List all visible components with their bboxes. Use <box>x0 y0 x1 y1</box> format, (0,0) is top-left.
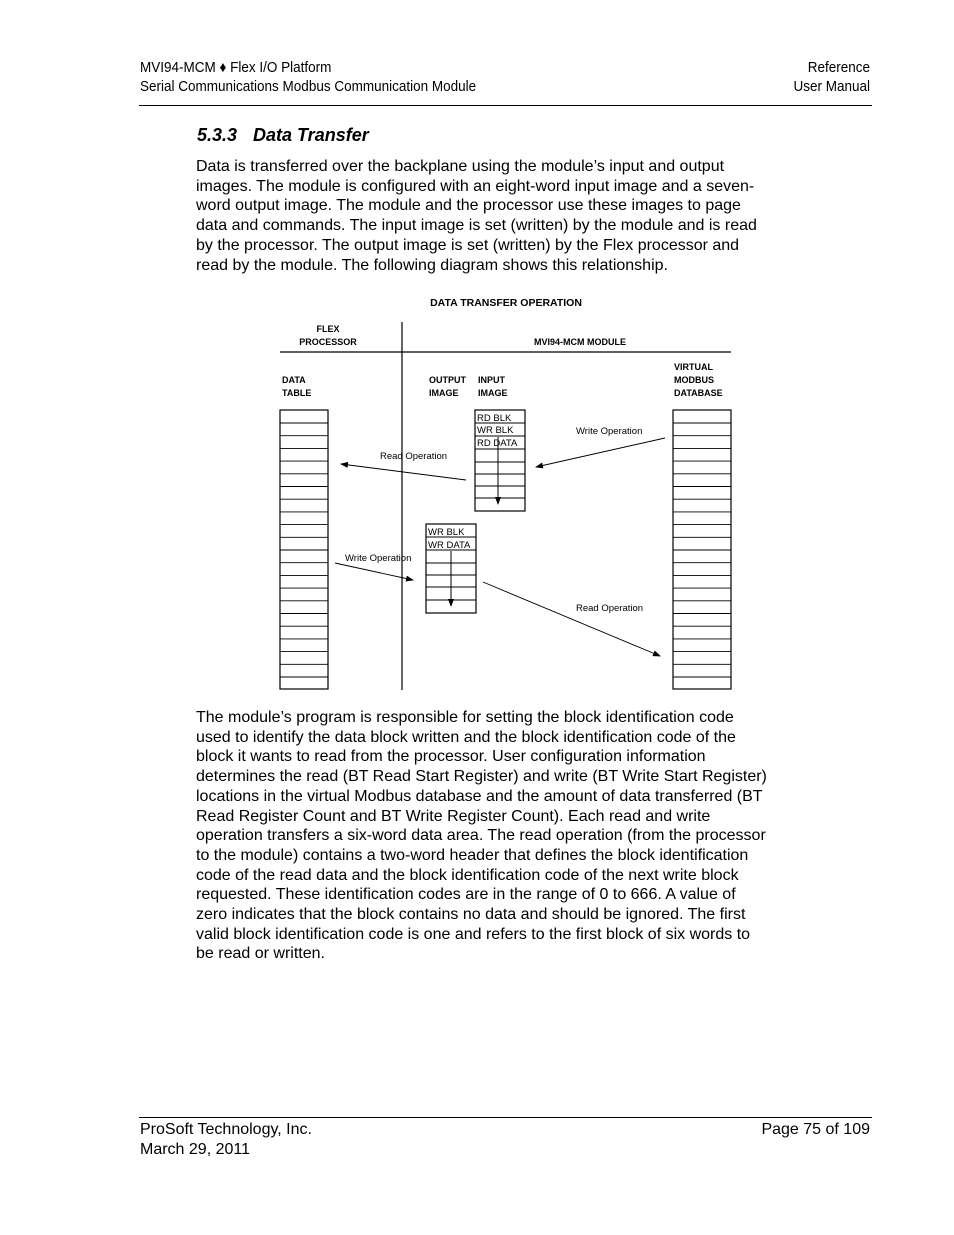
paragraph-line: used to identify the data block written and the block identification code of the <box>196 728 736 746</box>
write-operation-arrow-top <box>536 438 665 467</box>
footer-divider <box>139 1117 872 1118</box>
paragraph-line: to the module) contains a two-word header that defines the block identification <box>196 846 749 864</box>
read-operation-arrow-bottom <box>483 582 660 656</box>
data-transfer-diagram <box>270 290 740 695</box>
input-image-label: IMAGE <box>478 388 508 398</box>
paragraph-line: zero indicates that the block contains no data and should be ignored. The first <box>196 906 746 924</box>
write-operation-arrow-bottom <box>335 563 413 580</box>
diagram-title: DATA TRANSFER OPERATION <box>430 297 582 309</box>
wr-blk-output-label: WR BLK <box>428 527 465 538</box>
database-label: DATABASE <box>674 388 723 398</box>
data-table-label: DATA <box>282 375 306 385</box>
header-module: Serial Communications Modbus Communication Module <box>140 78 477 95</box>
paragraph-line: The module’s program is responsible for setting the block identification code <box>196 709 734 726</box>
page-header-right <box>793 58 870 96</box>
data-table-label-2: TABLE <box>282 388 312 398</box>
page-footer-left <box>140 1120 312 1159</box>
read-operation-label-top: Read Operation <box>380 451 448 462</box>
output-image-block <box>426 524 476 613</box>
paragraph-line: locations in the virtual Modbus database and the amount of data transferred (BT <box>196 787 763 805</box>
paragraph-line: determines the read (BT Read Start Register) and write (BT Write Start Register) <box>196 768 767 786</box>
wr-data-label: WR DATA <box>428 540 471 551</box>
read-operation-arrow-top <box>341 464 466 480</box>
paragraph-line: requested. These identification codes are in the range of 0 to 666. A value of <box>196 886 736 904</box>
footer-company: ProSoft Technology, Inc. <box>140 1121 312 1138</box>
paragraph-line: code of the read data and the block identification code of the next write block <box>196 866 739 884</box>
section-number: 5.3.3 <box>197 125 238 145</box>
intro-paragraph <box>196 157 816 275</box>
virtual-modbus-database <box>673 410 731 689</box>
processor-label: PROCESSOR <box>299 337 357 347</box>
block-id-paragraph <box>196 708 816 964</box>
page-number: Page 75 of 109 <box>761 1121 870 1138</box>
section-heading <box>197 125 369 146</box>
paragraph-line: word output image. The module and the processor use these images to page <box>196 197 741 215</box>
header-section: Reference <box>807 59 870 76</box>
header-doc-type: User Manual <box>793 78 870 95</box>
page-header-left <box>140 58 476 96</box>
input-image-block <box>475 410 525 511</box>
wr-blk-input-label: WR BLK <box>477 425 514 436</box>
footer-date: March 29, 2011 <box>140 1140 250 1158</box>
header-product: MVI94-MCM ♦ Flex I/O Platform <box>140 59 332 76</box>
page-footer-right <box>761 1120 870 1140</box>
paragraph-line: operation transfers a six-word data area. The read operation (from the processor <box>196 827 766 845</box>
module-label: MVI94-MCM MODULE <box>534 337 626 347</box>
section-title: Data Transfer <box>253 125 369 145</box>
modbus-label: MODBUS <box>674 375 714 385</box>
paragraph-line: be read or written. <box>196 945 325 963</box>
output-label: OUTPUT <box>429 375 466 385</box>
paragraph-line: Data is transferred over the backplane using the module’s input and output <box>196 158 725 175</box>
paragraph-line: block it wants to read from the processor. User configuration information <box>196 748 706 766</box>
rd-blk-label: RD BLK <box>477 413 512 424</box>
read-operation-label-bottom: Read Operation <box>576 603 644 614</box>
paragraph-line: data and commands. The input image is set (written) by the module and is read <box>196 217 757 235</box>
write-operation-label-bottom: Write Operation <box>345 553 412 564</box>
flex-label: FLEX <box>316 324 340 334</box>
paragraph-line: valid block identification code is one and refers to the first block of six words to <box>196 925 751 943</box>
paragraph-line: read by the module. The following diagram shows this relationship. <box>196 256 668 274</box>
paragraph-line: by the processor. The output image is set (written) by the Flex processor and <box>196 236 740 254</box>
output-image-label: IMAGE <box>429 388 459 398</box>
header-divider <box>139 105 872 106</box>
paragraph-line: Read Register Count and BT Write Register Count). Each read and write <box>196 807 711 825</box>
paragraph-line: images. The module is configured with an eight-word input image and a seven- <box>196 177 755 195</box>
input-label: INPUT <box>478 375 505 385</box>
processor-data-table <box>280 410 328 689</box>
virtual-label: VIRTUAL <box>674 362 713 372</box>
rd-data-label: RD DATA <box>477 438 518 449</box>
write-operation-label-top: Write Operation <box>576 426 643 437</box>
